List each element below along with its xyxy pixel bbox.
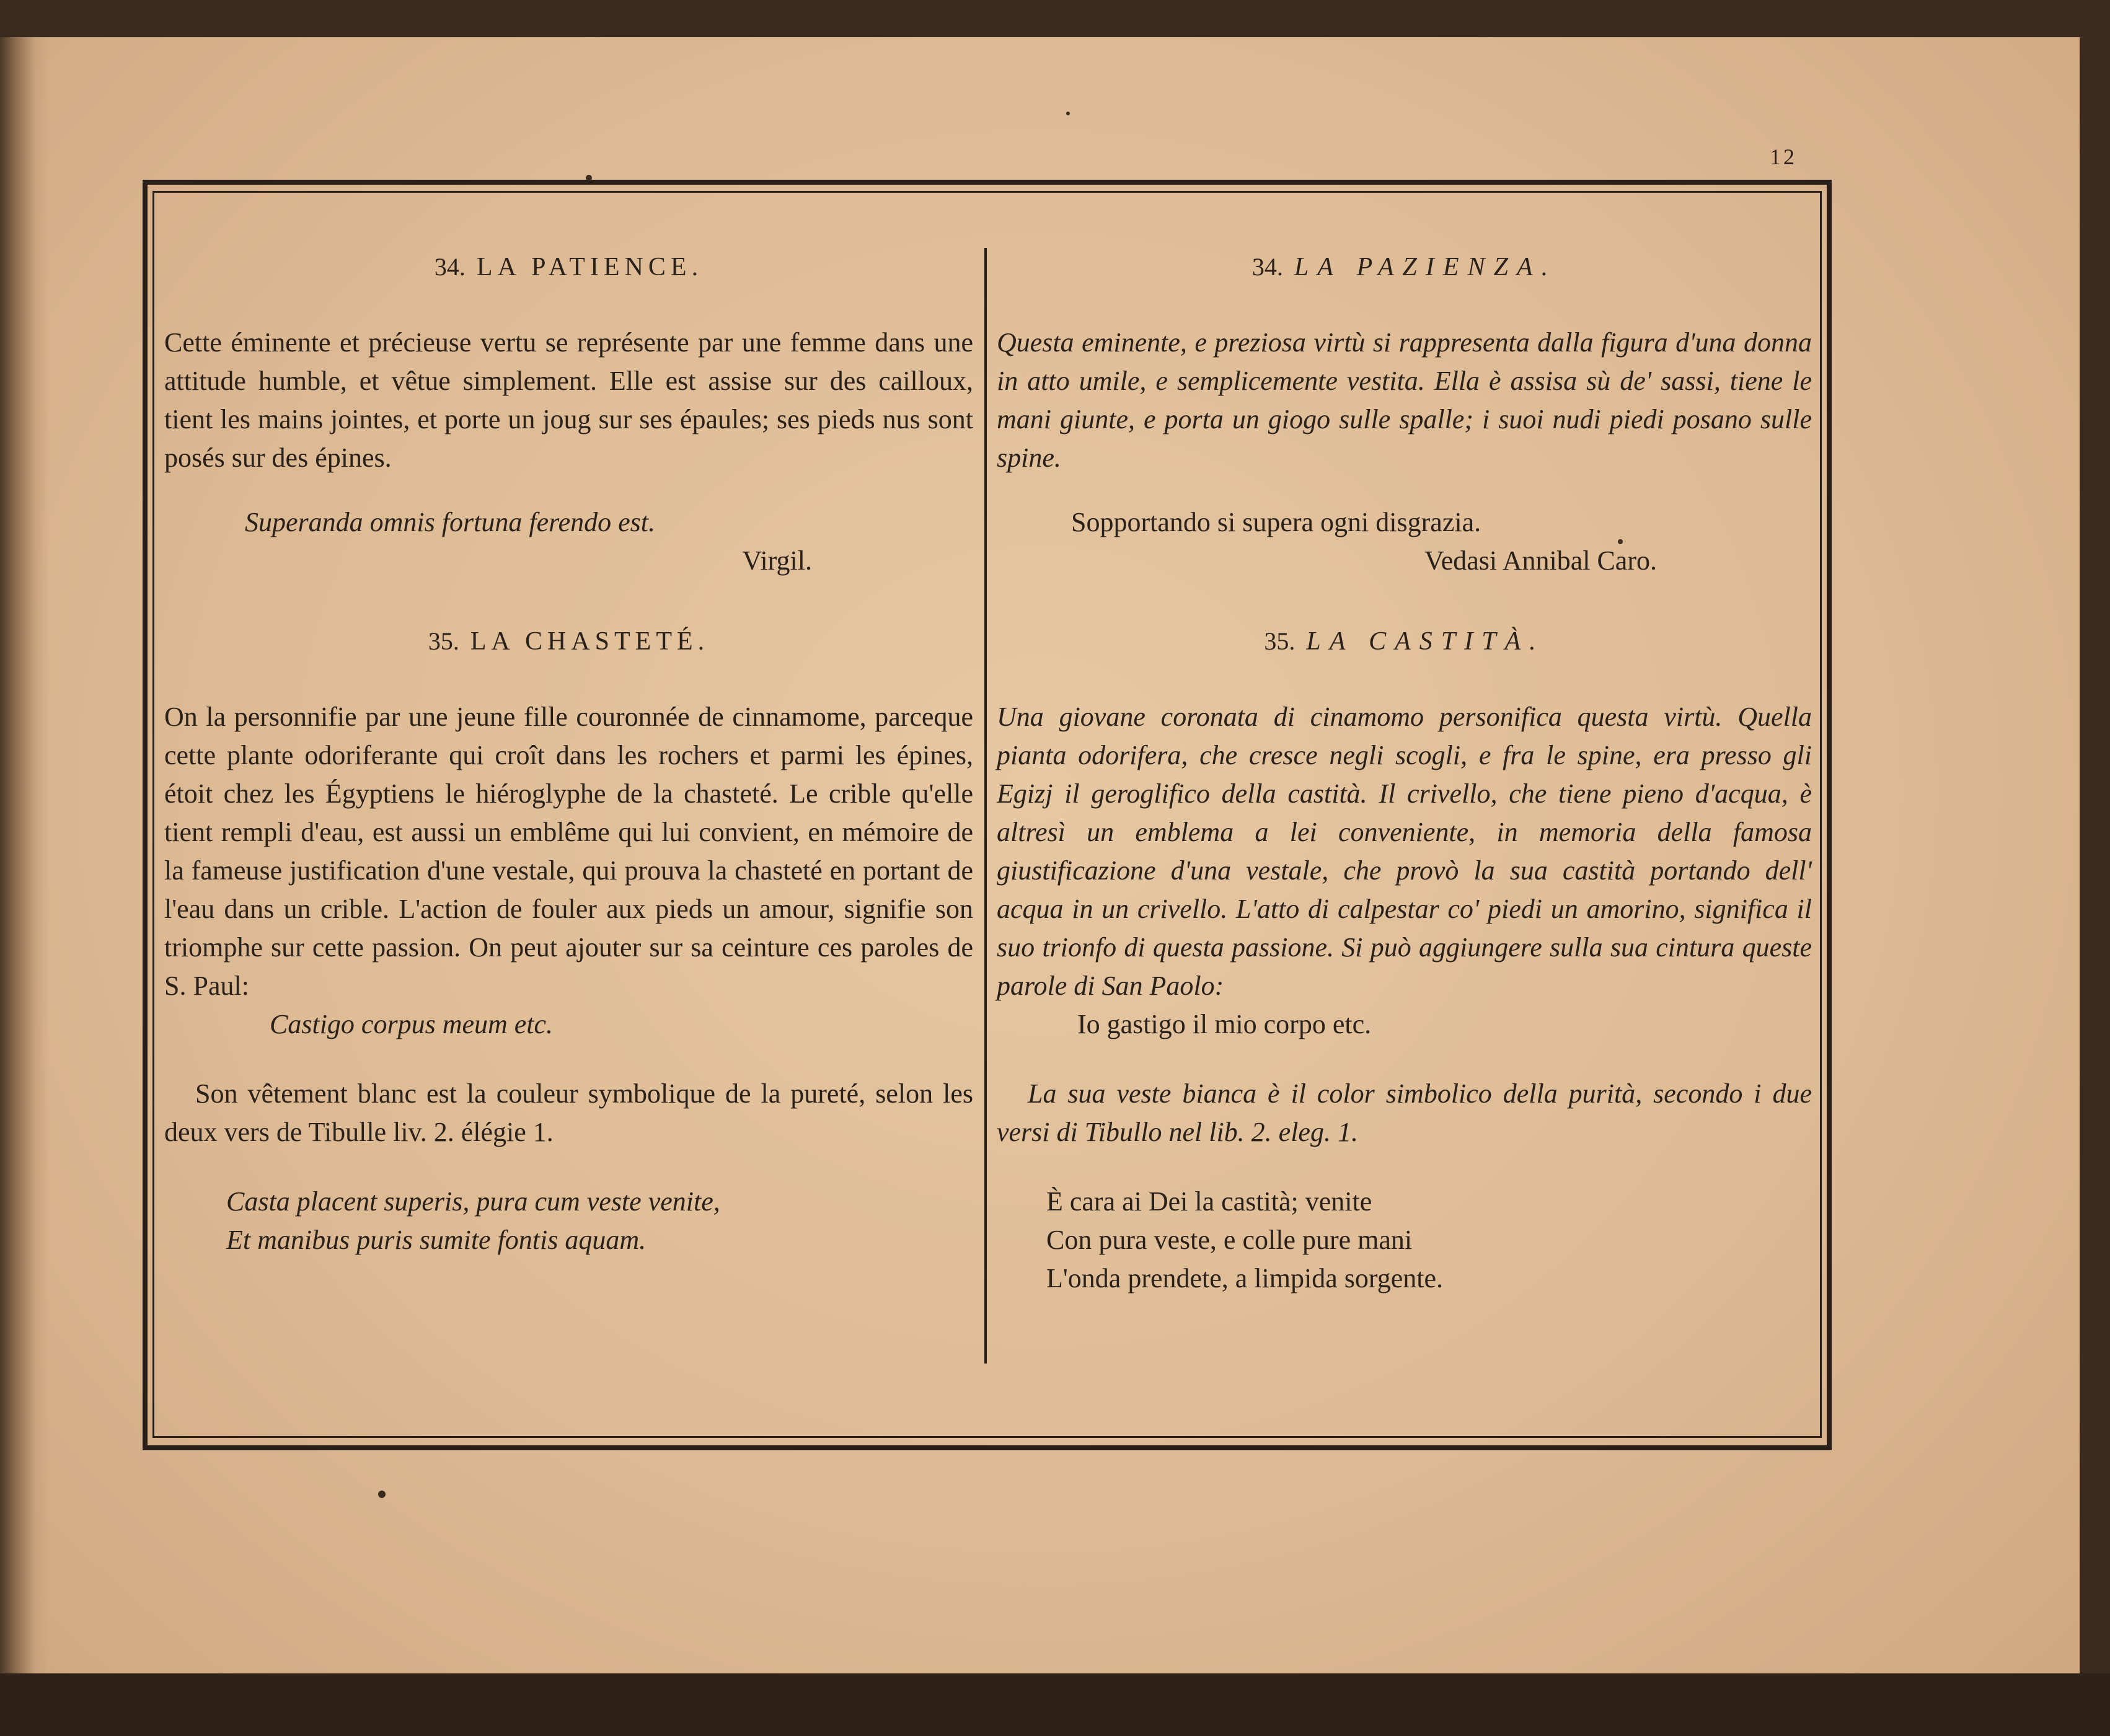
book-gutter: [0, 37, 50, 1711]
section-title: LA PAZIENZA.: [1294, 253, 1557, 281]
patience-description: Cette éminente et précieuse vertu se représente par une femme dans une attitude humble, et vêtue simplement. Elle est assise sur des cailloux, tient les mains jointes, et porte un joug sur ses épaules; ses pieds nus sont posés sur des épines.: [164, 327, 973, 473]
column-divider: [984, 248, 987, 1364]
verse-line: L'onda prendete, a limpida sorgente.: [1046, 1263, 1444, 1293]
pazienza-motto: [997, 503, 1812, 580]
verse-line: È cara ai Dei la castità; venite: [1046, 1186, 1372, 1217]
motto-quote: Superanda omnis fortuna ferendo est.: [245, 507, 655, 537]
paper-speck: [1066, 112, 1070, 115]
french-column: [164, 248, 973, 1376]
section-title: LA CHASTETÉ.: [470, 627, 710, 656]
heading-castita: [997, 622, 1812, 661]
page-number: 12: [1770, 144, 1797, 169]
verse-line: Con pura veste, e colle pure mani: [1046, 1225, 1413, 1255]
patience-motto: [164, 503, 973, 580]
section-title: LA CASTITÀ.: [1306, 627, 1545, 656]
paper-speck: [378, 1491, 386, 1498]
paper-speck: [586, 175, 592, 181]
chastete-quote: Castigo corpus meum etc.: [270, 1009, 554, 1039]
motto-author: Virgil.: [742, 545, 812, 576]
castita-paragraph-2: La sua veste bianca è il color simbolico della purità, secondo i due versi di Tibullo nel lib. 2. eleg. 1.: [997, 1078, 1812, 1147]
section-title: LA PATIENCE.: [476, 253, 704, 281]
section-number: 35.: [428, 627, 459, 655]
chastete-description: On la personnifie par une jeune fille couronnée de cinnamome, parceque cette plante odoriferante qui croît dans les rochers et parmi les épines, étoit chez les Égyptiens le hiéroglyphe de la chasteté. Le crible qu'elle tient rempli d'eau, est aussi un emblême qui lui convient, en mémoire de la fameuse justification d'une vestale, qui prouva la chasteté en portant de l'eau dans un crible. L'action de fouler aux pieds un amour, signifie son triomphe sur cette passion. On peut ajouter sur sa ceinture ces paroles de S. Paul:: [164, 702, 973, 1001]
verse-line: Casta placent superis, pura cum veste venite,: [226, 1186, 720, 1217]
castita-quote: Io gastigo il mio corpo etc.: [1077, 1009, 1372, 1039]
castita-description: Una giovane coronata di cinamomo personifica questa virtù. Quella pianta odorifera, che cresce negli scogli, e fra le spine, era presso gli Egizj il geroglifico della castità. Il crivello, che tiene pieno d'acqua, è altresì un emblema a lei conveniente, in memoria della famosa giustificazione d'una vestale, che provò la sua castità portando dell' acqua in un crivello. L'atto di calpestar co' piedi un amorino, significa il suo trionfo di questa passione. Si può aggiungere sulla sua cintura queste parole di San Paolo:: [997, 702, 1812, 1001]
section-number: 35.: [1264, 627, 1296, 655]
heading-patience: [164, 248, 973, 286]
heading-chastete: [164, 622, 973, 661]
castita-verse: [997, 1183, 1812, 1298]
chastete-verse: [164, 1183, 973, 1259]
heading-pazienza: [997, 248, 1812, 286]
section-number: 34.: [1251, 253, 1283, 281]
chastete-paragraph-2: Son vêtement blanc est la couleur symbolique de la pureté, selon les deux vers de Tibulle liv. 2. élégie 1.: [164, 1078, 973, 1147]
italian-column: [997, 248, 1812, 1376]
section-number: 34.: [434, 253, 466, 281]
paper-speck: [1618, 539, 1623, 544]
motto-quote: Sopportando si supera ogni disgrazia.: [1071, 507, 1481, 537]
pazienza-description: Questa eminente, e preziosa virtù si rappresenta dalla figura d'una donna in atto umile, e semplicemente vestita. Ella è assisa sù de' sassi, tiene le mani giunte, e porta un giogo sulle spalle; i suoi nudi piedi posano sulle spine.: [997, 327, 1812, 473]
verse-line: Et manibus puris sumite fontis aquam.: [226, 1225, 647, 1255]
motto-author: Vedasi Annibal Caro.: [1424, 545, 1657, 576]
page-bottom-edge: [0, 1673, 2110, 1736]
